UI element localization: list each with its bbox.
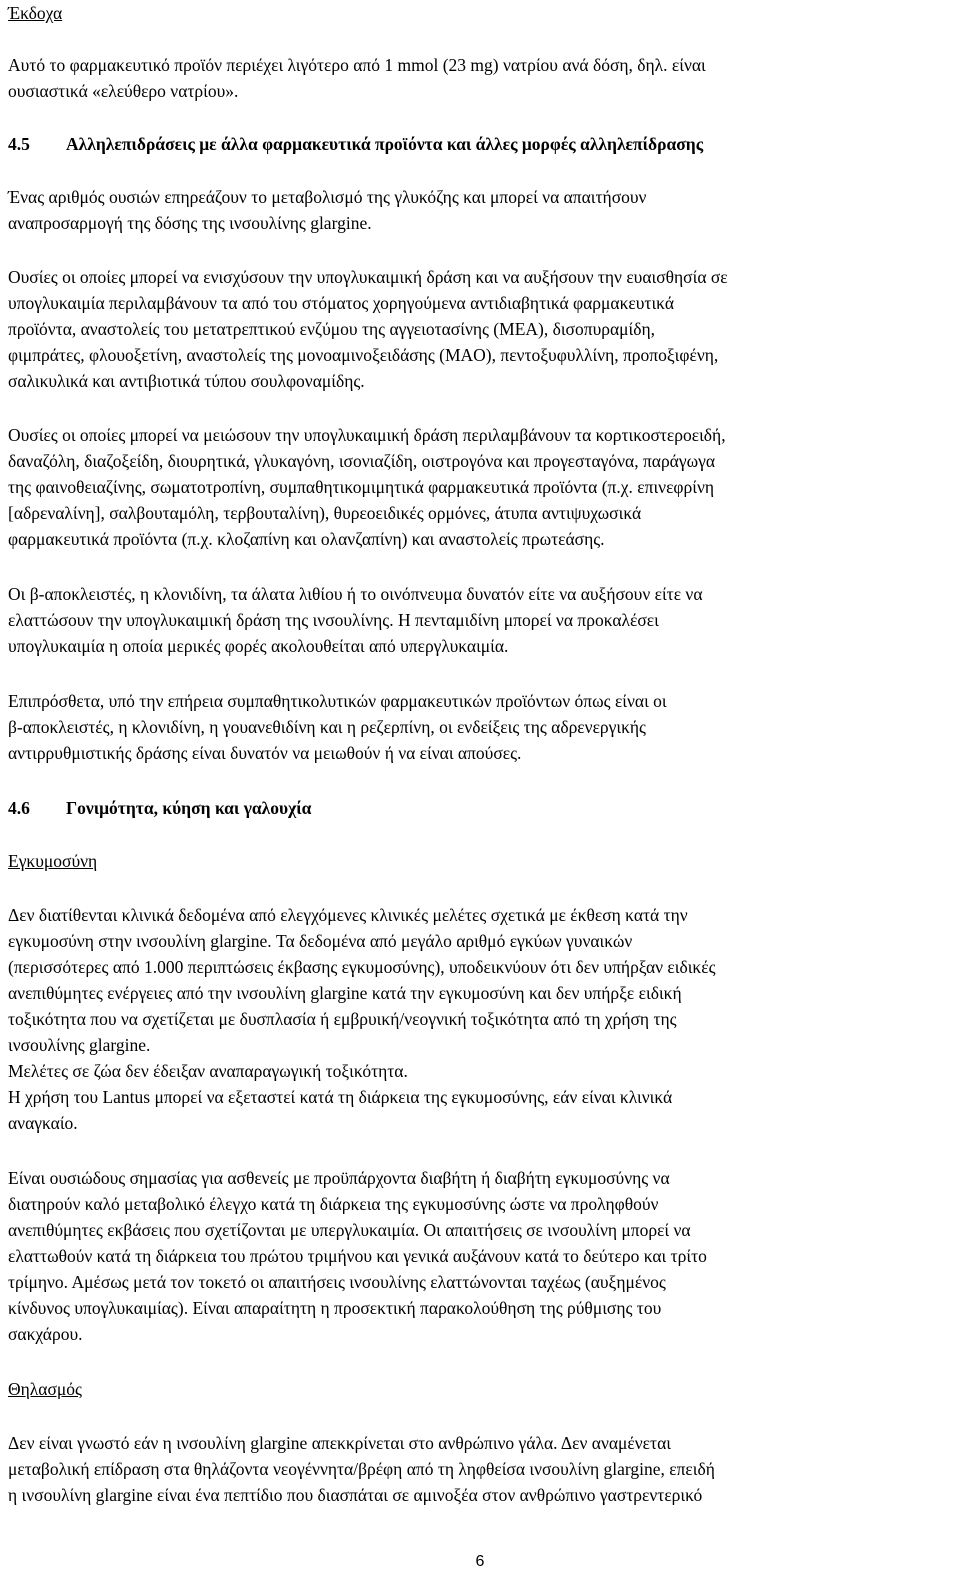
excipients-line: Αυτό το φαρμακευτικό προϊόν περιέχει λιγότερο από 1 mmol (23 mg) νατρίου ανά δόση, δηλ. είναι <box>8 55 706 75</box>
paragraph-line: Ουσίες οι οποίες μπορεί να ενισχύσουν την υπογλυκαιμική δράση και να αυξήσουν την ευαισθησία σε <box>8 267 728 287</box>
paragraph-line: φαρμακευτικά προϊόντα (π.χ. κλοζαπίνη και ολανζαπίνη) και αναστολείς πρωτεάσης. <box>8 529 605 549</box>
paragraph-line: σαλικυλικά και αντιβιοτικά τύπου σουλφοναμίδης. <box>8 371 365 391</box>
section-4-6-heading <box>8 795 953 821</box>
paragraph-line: β-αποκλειστές, η κλονιδίνη, η γουανεθιδίνη και η ρεζερπίνη, οι ενδείξεις της αδρενεργικής <box>8 717 646 737</box>
paragraph-line: Ουσίες οι οποίες μπορεί να μειώσουν την υπογλυκαιμική δράση περιλαμβάνουν τα κορτικοστεροειδή, <box>8 425 726 445</box>
section-number: 4.6 <box>8 798 30 818</box>
paragraph-line: η ινσουλίνη glargine είναι ένα πεπτίδιο που διασπάται σε αμινοξέα στον ανθρώπινο γαστρεντερικό <box>8 1485 703 1505</box>
page-number: 6 <box>475 1553 485 1570</box>
paragraph-line: δαναζόλη, διαζοξείδη, διουρητικά, γλυκαγόνη, ισονιαζίδη, οιστρογόνα και προγεσταγόνα, παράγωγα <box>8 451 715 471</box>
pregnancy-heading: Εγκυμοσύνη <box>8 851 98 871</box>
paragraph-line: τρίμηνο. Αμέσως μετά τον τοκετό οι απαιτήσεις ινσουλίνης ελαττώνονται ταχέως (αυξημένος <box>8 1272 666 1292</box>
paragraph-line: ανεπιθύμητες εκβάσεις που σχετίζονται με υπεργλυκαιμία. Οι απαιτήσεις σε ινσουλίνη μπορεί να <box>8 1220 691 1240</box>
excipients-heading: Έκδοχα <box>8 3 63 23</box>
paragraph-line: αναπροσαρμογή της δόσης της ινσουλίνης glargine. <box>8 213 372 233</box>
paragraph-line: της φαινοθειαζίνης, σωματοτροπίνη, συμπαθητικομιμητικά φαρμακευτικά προϊόντα (π.χ. επινεφρίνη <box>8 477 715 497</box>
lactation-heading: Θηλασμός <box>8 1379 82 1399</box>
paragraph-line: Η χρήση του Lantus μπορεί να εξεταστεί κατά τη διάρκεια της εγκυμοσύνης, εάν είναι κλινικά <box>8 1087 673 1107</box>
paragraph-line: ανεπιθύμητες ενέργειες από την ινσουλίνη glargine κατά την εγκυμοσύνη και δεν υπήρξε ειδική <box>8 983 682 1003</box>
paragraph-line: υπογλυκαιμία περιλαμβάνουν τα από του στόματος χορηγούμενα αντιδιαβητικά φαρμακευτικά <box>8 293 674 313</box>
paragraph-line: Είναι ουσιώδους σημασίας για ασθενείς με προϋπάρχοντα διαβήτη ή διαβήτη εγκυμοσύνης να <box>8 1168 670 1188</box>
paragraph-line: ελαττωθούν κατά τη διάρκεια του πρώτου τριμήνου και γενικά αυξάνουν κατά το δεύτερο και τρίτο <box>8 1246 707 1266</box>
paragraph-line: κίνδυνος υπογλυκαιμίας). Είναι απαραίτητη η προσεκτική παρακολούθηση της ρύθμισης του <box>8 1298 662 1318</box>
section-number: 4.5 <box>8 134 30 154</box>
paragraph-line: τοξικότητα που να σχετίζεται με δυσπλασία ή εμβρυική/νεογνική τοξικότητα από τη χρήση της <box>8 1009 677 1029</box>
paragraph-line: (περισσότερες από 1.000 περιπτώσεις έκβασης εγκυμοσύνης), υποδεικνύουν ότι δεν υπήρξαν ειδικές <box>8 957 716 977</box>
paragraph-line: υπογλυκαιμία η οποία μερικές φορές ακολουθείται από υπεργλυκαιμία. <box>8 636 509 656</box>
paragraph-line: σακχάρου. <box>8 1324 83 1344</box>
paragraph-line: [αδρεναλίνη], σαλβουταμόλη, τερβουταλίνη), θυρεοειδικές ορμόνες, άτυπα αντιψυχωσικά <box>8 503 642 523</box>
paragraph-line: Δεν είναι γνωστό εάν η ινσουλίνη glargine απεκκρίνεται στο ανθρώπινο γάλα. Δεν αναμένεται <box>8 1433 671 1453</box>
paragraph-line: Οι β-αποκλειστές, η κλονιδίνη, τα άλατα λιθίου ή το οινόπνευμα δυνατόν είτε να αυξήσουν είτε να <box>8 584 703 604</box>
paragraph-line: ινσουλίνης glargine. <box>8 1035 151 1055</box>
section-title: Αλληλεπιδράσεις με άλλα φαρμακευτικά προϊόντα και άλλες μορφές αλληλεπίδρασης <box>66 134 704 154</box>
excipients-line: ουσιαστικά «ελεύθερο νατρίου». <box>8 81 239 101</box>
paragraph-line: προϊόντα, αναστολείς του μετατρεπτικού ενζύμου της αγγειοτασίνης (ΜΕΑ), δισοπυραμίδη, <box>8 319 656 339</box>
paragraph-line: αντιρρυθμιστικής δράσης είναι δυνατόν να μειωθούν ή να είναι απούσες. <box>8 743 522 763</box>
paragraph-line: Ένας αριθμός ουσιών επηρεάζουν το μεταβολισμό της γλυκόζης και μπορεί να απαιτήσουν <box>8 187 647 207</box>
paragraph-line: μεταβολική επίδραση στα θηλάζοντα νεογέννητα/βρέφη από τη ληφθείσα ινσουλίνη glargine, επειδή <box>8 1459 715 1479</box>
paragraph-line: ελαττώσουν την υπογλυκαιμική δράση της ινσουλίνης. Η πενταμιδίνη μπορεί να προκαλέσει <box>8 610 659 630</box>
paragraph-line: αναγκαίο. <box>8 1113 78 1133</box>
paragraph-line: Επιπρόσθετα, υπό την επήρεια συμπαθητικολυτικών φαρμακευτικών προϊόντων όπως είναι οι <box>8 691 667 711</box>
paragraph-line: φιμπράτες, φλουοξετίνη, αναστολείς της μονοαμινοξειδάσης (MAO), πεντοξυφυλλίνη, προποξιφένη, <box>8 345 719 365</box>
section-4-5-heading <box>8 131 953 157</box>
paragraph-line: Δεν διατίθενται κλινικά δεδομένα από ελεγχόμενες κλινικές μελέτες σχετικά με έκθεση κατά την <box>8 905 688 925</box>
section-title: Γονιμότητα, κύηση και γαλουχία <box>66 798 312 818</box>
paragraph-line: εγκυμοσύνη στην ινσουλίνη glargine. Τα δεδομένα από μεγάλο αριθμό εγκύων γυναικών <box>8 931 633 951</box>
paragraph-line: διατηρούν καλό μεταβολικό έλεγχο κατά τη διάρκεια της εγκυμοσύνης ώστε να προληφθούν <box>8 1194 659 1214</box>
paragraph-line: Μελέτες σε ζώα δεν έδειξαν αναπαραγωγική τοξικότητα. <box>8 1061 408 1081</box>
